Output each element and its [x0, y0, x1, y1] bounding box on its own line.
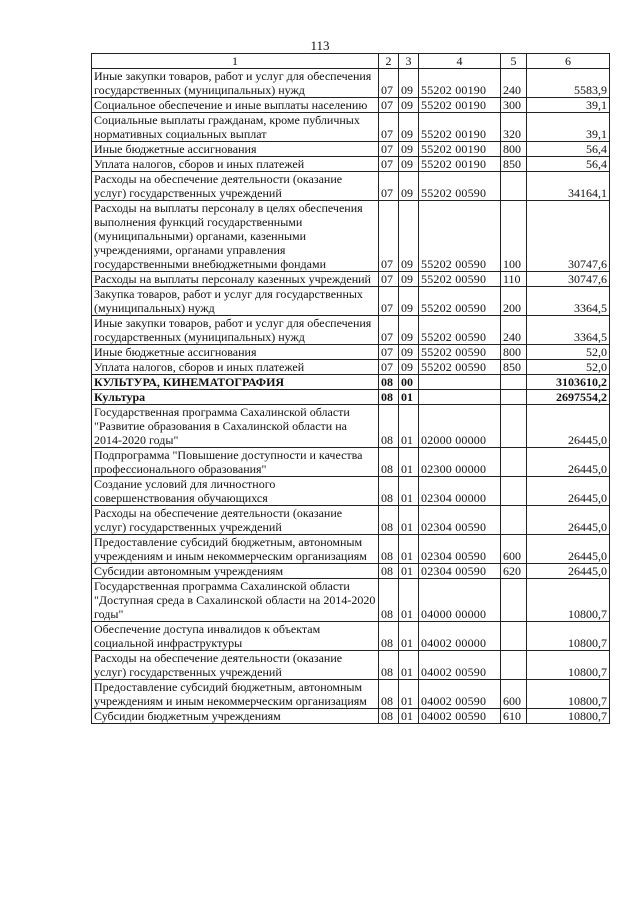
- row-amount: 10800,7: [527, 622, 610, 651]
- page-number: 113: [310, 38, 330, 53]
- row-expense-type: 240: [501, 69, 527, 98]
- row-section: 08: [379, 651, 399, 680]
- row-section: 07: [379, 316, 399, 345]
- row-target-article: 55202 00590: [419, 316, 501, 345]
- row-amount: 39,1: [527, 113, 610, 142]
- row-subsection: 09: [399, 113, 419, 142]
- row-expense-type: [501, 172, 527, 201]
- table-row: [92, 564, 610, 579]
- row-expense-type: [501, 579, 527, 622]
- row-section: 07: [379, 201, 399, 272]
- row-expense-type: [501, 622, 527, 651]
- row-target-article: 04002 00590: [419, 651, 501, 680]
- row-amount: 3364,5: [527, 316, 610, 345]
- header-col-rz: 2: [379, 54, 399, 69]
- row-name: Расходы на обеспечение деятельности (оказание услуг) государственных учреждений: [92, 172, 379, 201]
- header-col-pr: 3: [399, 54, 419, 69]
- row-amount: 30747,6: [527, 201, 610, 272]
- row-section: 08: [379, 709, 399, 724]
- row-subsection: 09: [399, 69, 419, 98]
- row-target-article: 04002 00590: [419, 680, 501, 709]
- row-section: 08: [379, 390, 399, 405]
- row-section: 07: [379, 272, 399, 287]
- row-expense-type: [501, 651, 527, 680]
- row-name: Предоставление субсидий бюджетным, автономным учреждениям и иным некоммерческим организациям: [92, 680, 379, 709]
- row-subsection: 09: [399, 287, 419, 316]
- row-amount: 56,4: [527, 142, 610, 157]
- row-expense-type: 600: [501, 680, 527, 709]
- row-section: 07: [379, 287, 399, 316]
- row-name: Культура: [92, 390, 379, 405]
- row-target-article: 02304 00590: [419, 564, 501, 579]
- row-subsection: 01: [399, 405, 419, 448]
- row-name: Социальные выплаты гражданам, кроме публичных нормативных социальных выплат: [92, 113, 379, 142]
- row-name: Расходы на обеспечение деятельности (оказание услуг) государственных учреждений: [92, 506, 379, 535]
- row-section: 07: [379, 69, 399, 98]
- row-expense-type: 110: [501, 272, 527, 287]
- row-target-article: 55202 00590: [419, 201, 501, 272]
- table-row: [92, 651, 610, 680]
- row-amount: 26445,0: [527, 535, 610, 564]
- row-name: Государственная программа Сахалинской области "Развитие образования в Сахалинской области на 2014-2020 годы": [92, 405, 379, 448]
- table-row: [92, 142, 610, 157]
- table-row: [92, 405, 610, 448]
- row-name: Обеспечение доступа инвалидов к объектам социальной инфраструктуры: [92, 622, 379, 651]
- table-row: [92, 390, 610, 405]
- row-target-article: 04000 00000: [419, 579, 501, 622]
- row-expense-type: [501, 448, 527, 477]
- row-name: Уплата налогов, сборов и иных платежей: [92, 157, 379, 172]
- row-amount: 56,4: [527, 157, 610, 172]
- row-name: Подпрограмма "Повышение доступности и качества профессионального образования": [92, 448, 379, 477]
- row-name: Иные бюджетные ассигнования: [92, 345, 379, 360]
- row-subsection: 09: [399, 272, 419, 287]
- row-name: Иные закупки товаров, работ и услуг для обеспечения государственных (муниципальных) нужд: [92, 316, 379, 345]
- row-expense-type: 200: [501, 287, 527, 316]
- row-section: 07: [379, 172, 399, 201]
- row-target-article: [419, 375, 501, 390]
- row-name: Расходы на выплаты персоналу казенных учреждений: [92, 272, 379, 287]
- row-section: 08: [379, 506, 399, 535]
- table-header-row: [92, 54, 610, 69]
- row-target-article: 55202 00190: [419, 69, 501, 98]
- row-subsection: 01: [399, 506, 419, 535]
- row-subsection: 01: [399, 680, 419, 709]
- row-subsection: 09: [399, 98, 419, 113]
- row-subsection: 09: [399, 345, 419, 360]
- table-row: [92, 535, 610, 564]
- row-target-article: 55202 00590: [419, 287, 501, 316]
- row-subsection: 01: [399, 709, 419, 724]
- table-row: [92, 622, 610, 651]
- row-section: 08: [379, 680, 399, 709]
- row-subsection: 09: [399, 316, 419, 345]
- row-target-article: 02304 00590: [419, 506, 501, 535]
- row-name: Субсидии бюджетным учреждениям: [92, 709, 379, 724]
- header-col-vr: 5: [501, 54, 527, 69]
- table-row: [92, 477, 610, 506]
- row-expense-type: 620: [501, 564, 527, 579]
- table-row: [92, 316, 610, 345]
- row-amount: 26445,0: [527, 506, 610, 535]
- row-name: Расходы на выплаты персоналу в целях обеспечения выполнения функций государственными (муниципальными) органами, казенными учреждениями, органами управления государственными внебюджетными фондами: [92, 201, 379, 272]
- row-expense-type: [501, 405, 527, 448]
- row-expense-type: 610: [501, 709, 527, 724]
- row-amount: 26445,0: [527, 448, 610, 477]
- row-target-article: 02304 00590: [419, 535, 501, 564]
- table-body: [92, 69, 610, 724]
- row-subsection: 01: [399, 477, 419, 506]
- row-subsection: 01: [399, 622, 419, 651]
- header-col-csr: 4: [419, 54, 501, 69]
- row-section: 07: [379, 142, 399, 157]
- row-amount: 5583,9: [527, 69, 610, 98]
- table-row: [92, 360, 610, 375]
- row-subsection: 01: [399, 651, 419, 680]
- row-amount: 52,0: [527, 360, 610, 375]
- table-row: [92, 172, 610, 201]
- row-target-article: 04002 00000: [419, 622, 501, 651]
- header-col-amount: 6: [527, 54, 610, 69]
- row-target-article: 02000 00000: [419, 405, 501, 448]
- row-target-article: 55202 00190: [419, 113, 501, 142]
- row-subsection: 01: [399, 448, 419, 477]
- row-section: 08: [379, 477, 399, 506]
- row-subsection: 09: [399, 157, 419, 172]
- row-subsection: 01: [399, 535, 419, 564]
- row-name: Расходы на обеспечение деятельности (оказание услуг) государственных учреждений: [92, 651, 379, 680]
- row-expense-type: 850: [501, 360, 527, 375]
- table-row: [92, 506, 610, 535]
- row-name: Иные бюджетные ассигнования: [92, 142, 379, 157]
- table-row: [92, 272, 610, 287]
- row-target-article: 04002 00590: [419, 709, 501, 724]
- row-target-article: 55202 00590: [419, 172, 501, 201]
- row-name: Закупка товаров, работ и услуг для государственных (муниципальных) нужд: [92, 287, 379, 316]
- row-amount: 3103610,2: [527, 375, 610, 390]
- row-target-article: 55202 00190: [419, 157, 501, 172]
- row-expense-type: 100: [501, 201, 527, 272]
- row-amount: 2697554,2: [527, 390, 610, 405]
- row-expense-type: 600: [501, 535, 527, 564]
- row-section: 08: [379, 579, 399, 622]
- row-expense-type: 320: [501, 113, 527, 142]
- row-name: Субсидии автономным учреждениям: [92, 564, 379, 579]
- table-row: [92, 157, 610, 172]
- row-target-article: 55202 00590: [419, 345, 501, 360]
- row-target-article: 02300 00000: [419, 448, 501, 477]
- row-target-article: [419, 390, 501, 405]
- row-expense-type: [501, 390, 527, 405]
- header-col-name: 1: [92, 54, 379, 69]
- row-expense-type: 800: [501, 142, 527, 157]
- row-section: 07: [379, 113, 399, 142]
- row-subsection: 01: [399, 390, 419, 405]
- table-row: [92, 98, 610, 113]
- row-amount: 52,0: [527, 345, 610, 360]
- row-amount: 26445,0: [527, 405, 610, 448]
- row-target-article: 02304 00000: [419, 477, 501, 506]
- row-section: 08: [379, 622, 399, 651]
- row-expense-type: 300: [501, 98, 527, 113]
- table-row: [92, 69, 610, 98]
- row-target-article: 55202 00190: [419, 98, 501, 113]
- table-row: [92, 113, 610, 142]
- row-name: Создание условий для личностного совершенствования обучающихся: [92, 477, 379, 506]
- table-row: [92, 375, 610, 390]
- row-target-article: 55202 00190: [419, 142, 501, 157]
- row-section: 08: [379, 535, 399, 564]
- row-amount: 10800,7: [527, 680, 610, 709]
- row-expense-type: [501, 477, 527, 506]
- row-amount: 26445,0: [527, 477, 610, 506]
- row-subsection: 09: [399, 201, 419, 272]
- row-subsection: 01: [399, 564, 419, 579]
- row-name: Социальное обеспечение и иные выплаты населению: [92, 98, 379, 113]
- row-amount: 39,1: [527, 98, 610, 113]
- row-name: Иные закупки товаров, работ и услуг для обеспечения государственных (муниципальных) нужд: [92, 69, 379, 98]
- row-section: 07: [379, 98, 399, 113]
- row-amount: 10800,7: [527, 651, 610, 680]
- table-row: [92, 201, 610, 272]
- row-expense-type: 800: [501, 345, 527, 360]
- row-name: Уплата налогов, сборов и иных платежей: [92, 360, 379, 375]
- row-section: 08: [379, 375, 399, 390]
- row-section: 07: [379, 345, 399, 360]
- table-row: [92, 680, 610, 709]
- row-expense-type: [501, 375, 527, 390]
- row-amount: 34164,1: [527, 172, 610, 201]
- row-amount: 10800,7: [527, 709, 610, 724]
- row-amount: 26445,0: [527, 564, 610, 579]
- budget-table: [91, 53, 610, 724]
- row-target-article: 55202 00590: [419, 272, 501, 287]
- row-section: 07: [379, 360, 399, 375]
- table-row: [92, 709, 610, 724]
- row-section: 08: [379, 405, 399, 448]
- row-name: КУЛЬТУРА, КИНЕМАТОГРАФИЯ: [92, 375, 379, 390]
- table-row: [92, 579, 610, 622]
- row-amount: 10800,7: [527, 579, 610, 622]
- row-subsection: 09: [399, 360, 419, 375]
- row-subsection: 09: [399, 172, 419, 201]
- table-row: [92, 448, 610, 477]
- row-subsection: 09: [399, 142, 419, 157]
- row-amount: 30747,6: [527, 272, 610, 287]
- row-expense-type: 240: [501, 316, 527, 345]
- row-section: 08: [379, 564, 399, 579]
- row-section: 07: [379, 157, 399, 172]
- table-row: [92, 345, 610, 360]
- row-subsection: 01: [399, 579, 419, 622]
- row-subsection: 00: [399, 375, 419, 390]
- row-expense-type: 850: [501, 157, 527, 172]
- row-expense-type: [501, 506, 527, 535]
- row-name: Государственная программа Сахалинской области "Доступная среда в Сахалинской области на 2014-2020 годы": [92, 579, 379, 622]
- row-amount: 3364,5: [527, 287, 610, 316]
- row-target-article: 55202 00590: [419, 360, 501, 375]
- table-row: [92, 287, 610, 316]
- row-name: Предоставление субсидий бюджетным, автономным учреждениям и иным некоммерческим организациям: [92, 535, 379, 564]
- row-section: 08: [379, 448, 399, 477]
